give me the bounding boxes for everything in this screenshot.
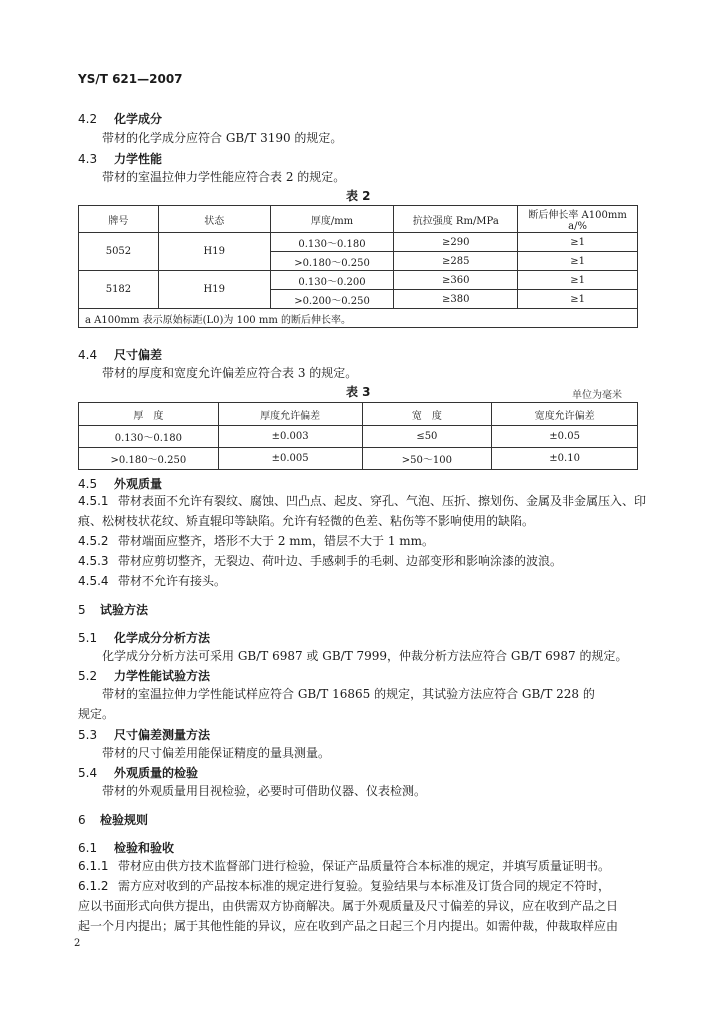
section-title: 外观质量的检验 bbox=[114, 766, 199, 780]
section-number: 4.2 bbox=[78, 112, 98, 126]
strength-cell: ≥290 bbox=[394, 233, 518, 252]
temper-cell: H19 bbox=[158, 271, 270, 309]
section-number: 5.2 bbox=[78, 669, 98, 683]
section-number: 4.5.3 bbox=[78, 554, 109, 568]
elongation-cell: ≥1 bbox=[518, 290, 638, 309]
thickness-cell: 0.130～0.180 bbox=[270, 233, 394, 252]
section-4-5-1-continued: 痕、松树枝状花纹、矫直辊印等缺陷。允许有轻微的色差、粘伤等不影响使用的缺陷。 bbox=[78, 514, 535, 528]
section-4-4-text: 带材的厚度和宽度允许偏差应符合表 3 的规定。 bbox=[102, 366, 358, 380]
section-5-3-heading bbox=[78, 726, 210, 743]
section-number: 5.4 bbox=[78, 766, 98, 780]
elongation-cell: ≥1 bbox=[518, 233, 638, 252]
section-number: 6.1.2 bbox=[78, 879, 109, 893]
section-4-5-1 bbox=[78, 491, 647, 511]
header-cell: 厚度/mm bbox=[270, 206, 394, 233]
thickness-cell: >0.180～0.250 bbox=[79, 448, 219, 470]
section-title: 化学成分分析方法 bbox=[114, 631, 211, 645]
width-tolerance-cell: ±0.05 bbox=[492, 426, 638, 448]
thickness-cell: >0.200～0.250 bbox=[270, 290, 394, 309]
section-number: 4.4 bbox=[78, 348, 98, 362]
section-5-2-text-continued: 规定。 bbox=[78, 707, 115, 721]
section-number: 4.5 bbox=[78, 477, 98, 491]
section-6-1-2-continued: 应以书面形式向供方提出，由供需双方协商解决。属于外观质量及尺寸偏差的异议，应在收到产品之日 bbox=[78, 899, 619, 913]
section-number: 5 bbox=[78, 603, 86, 617]
section-5-2-heading bbox=[78, 667, 210, 684]
paragraph-text: 带材不允许有接头。 bbox=[118, 574, 227, 588]
section-number: 5.3 bbox=[78, 728, 98, 742]
strength-cell: ≥285 bbox=[394, 252, 518, 271]
section-6-heading bbox=[78, 811, 148, 828]
table-row bbox=[79, 271, 638, 290]
thickness-cell: 0.130～0.180 bbox=[79, 426, 219, 448]
width-cell: ≤50 bbox=[362, 426, 492, 448]
elongation-cell: ≥1 bbox=[518, 252, 638, 271]
table-row bbox=[79, 448, 638, 470]
table-2 bbox=[78, 205, 638, 328]
header-cell: 宽 度 bbox=[362, 403, 492, 426]
section-number: 6.1 bbox=[78, 841, 98, 855]
grade-cell: 5182 bbox=[79, 271, 159, 309]
section-4-4-heading bbox=[78, 346, 162, 363]
section-4-5-3 bbox=[78, 551, 642, 571]
section-title: 试验方法 bbox=[100, 603, 149, 617]
section-4-3-text: 带材的室温拉伸力学性能应符合表 2 的规定。 bbox=[102, 170, 346, 184]
grade-cell: 5052 bbox=[79, 233, 159, 271]
section-number: 6.1.1 bbox=[78, 859, 109, 873]
section-number: 4.5.1 bbox=[78, 494, 109, 508]
paragraph-text: 需方应对收到的产品按本标准的规定进行复验。复验结果与本标准及订货合同的规定不符时， bbox=[118, 879, 611, 893]
section-4-2-text: 带材的化学成分应符合 GB/T 3190 的规定。 bbox=[102, 131, 343, 145]
header-cell: 断后伸长率 A100mm a/% bbox=[518, 206, 638, 233]
paragraph-text: 带材表面不允许有裂纹、腐蚀、凹凸点、起皮、穿孔、气泡、压折、擦划伤、金属及非金属压入、印 bbox=[118, 494, 647, 508]
section-title: 检验和验收 bbox=[114, 841, 175, 855]
thickness-tolerance-cell: ±0.003 bbox=[218, 426, 362, 448]
paragraph-text: 带材应剪切整齐，无裂边、荷叶边、手感刺手的毛刺、边部变形和影响涂漆的波浪。 bbox=[118, 554, 563, 568]
thickness-cell: 0.130～0.200 bbox=[270, 271, 394, 290]
table-3-caption: 表 3 bbox=[346, 385, 371, 399]
header-cell: 宽度允许偏差 bbox=[492, 403, 638, 426]
section-5-1-text: 化学成分分析方法可采用 GB/T 6987 或 GB/T 7999，仲裁分析方法应符合 GB/T 6987 的规定。 bbox=[102, 649, 628, 663]
section-5-heading bbox=[78, 601, 148, 618]
section-4-3-heading bbox=[78, 150, 162, 167]
section-5-4-text: 带材的外观质量用目视检验，必要时可借助仪器、仪表检测。 bbox=[102, 784, 427, 798]
section-number: 5.1 bbox=[78, 631, 98, 645]
paragraph-text: 带材端面应整齐，塔形不大于 2 mm，错层不大于 1 mm。 bbox=[118, 534, 435, 548]
section-5-1-heading bbox=[78, 629, 210, 646]
table-header-row bbox=[79, 206, 638, 233]
section-6-1-1 bbox=[78, 856, 642, 876]
width-cell: >50～100 bbox=[362, 448, 492, 470]
width-tolerance-cell: ±0.10 bbox=[492, 448, 638, 470]
thickness-cell: >0.180～0.250 bbox=[270, 252, 394, 271]
section-4-5-heading bbox=[78, 475, 162, 492]
section-title: 化学成分 bbox=[114, 112, 163, 126]
elongation-cell: ≥1 bbox=[518, 271, 638, 290]
table-2-caption: 表 2 bbox=[346, 189, 371, 203]
section-number: 4.5.4 bbox=[78, 574, 109, 588]
table-header-row bbox=[79, 403, 638, 426]
section-4-5-4 bbox=[78, 571, 642, 591]
temper-cell: H19 bbox=[158, 233, 270, 271]
section-title: 尺寸偏差测量方法 bbox=[114, 728, 211, 742]
section-6-1-heading bbox=[78, 839, 174, 856]
page-number: 2 bbox=[74, 938, 81, 949]
header-cell: 状态 bbox=[158, 206, 270, 233]
table-row bbox=[79, 426, 638, 448]
header-cell: 厚度允许偏差 bbox=[218, 403, 362, 426]
section-title: 尺寸偏差 bbox=[114, 348, 163, 362]
section-4-5-2 bbox=[78, 531, 642, 551]
table-3-unit: 单位为毫米 bbox=[572, 390, 622, 401]
section-4-2-heading bbox=[78, 110, 162, 127]
section-number: 6 bbox=[78, 813, 86, 827]
header-cell: 厚 度 bbox=[79, 403, 219, 426]
strength-cell: ≥380 bbox=[394, 290, 518, 309]
header-cell: 牌号 bbox=[79, 206, 159, 233]
header-cell: 抗拉强度 Rm/MPa bbox=[394, 206, 518, 233]
section-title: 检验规则 bbox=[100, 813, 149, 827]
section-5-3-text: 带材的尺寸偏差用能保证精度的量具测量。 bbox=[102, 746, 331, 760]
section-number: 4.3 bbox=[78, 152, 98, 166]
table-3 bbox=[78, 402, 638, 470]
section-title: 力学性能试验方法 bbox=[114, 669, 211, 683]
table-row bbox=[79, 233, 638, 252]
thickness-tolerance-cell: ±0.005 bbox=[218, 448, 362, 470]
section-6-1-2-continued: 起一个月内提出；属于其他性能的异议，应在收到产品之日起三个月内提出。如需仲裁，仲裁取样应由 bbox=[78, 919, 619, 933]
section-title: 力学性能 bbox=[114, 152, 163, 166]
table-note-row bbox=[79, 309, 638, 328]
section-number: 4.5.2 bbox=[78, 534, 109, 548]
section-title: 外观质量 bbox=[114, 477, 163, 491]
section-5-4-heading bbox=[78, 764, 198, 781]
document-header: YS/T 621—2007 bbox=[78, 72, 183, 86]
section-5-2-text: 带材的室温拉伸力学性能试样应符合 GB/T 16865 的规定，其试验方法应符合 GB/T 228 的 bbox=[102, 687, 595, 701]
paragraph-text: 带材应由供方技术监督部门进行检验，保证产品质量符合本标准的规定，并填写质量证明书。 bbox=[118, 859, 611, 873]
section-6-1-2 bbox=[78, 876, 642, 896]
strength-cell: ≥360 bbox=[394, 271, 518, 290]
table-footnote: a A100mm 表示原始标距(L0)为 100 mm 的断后伸长率。 bbox=[79, 309, 638, 328]
